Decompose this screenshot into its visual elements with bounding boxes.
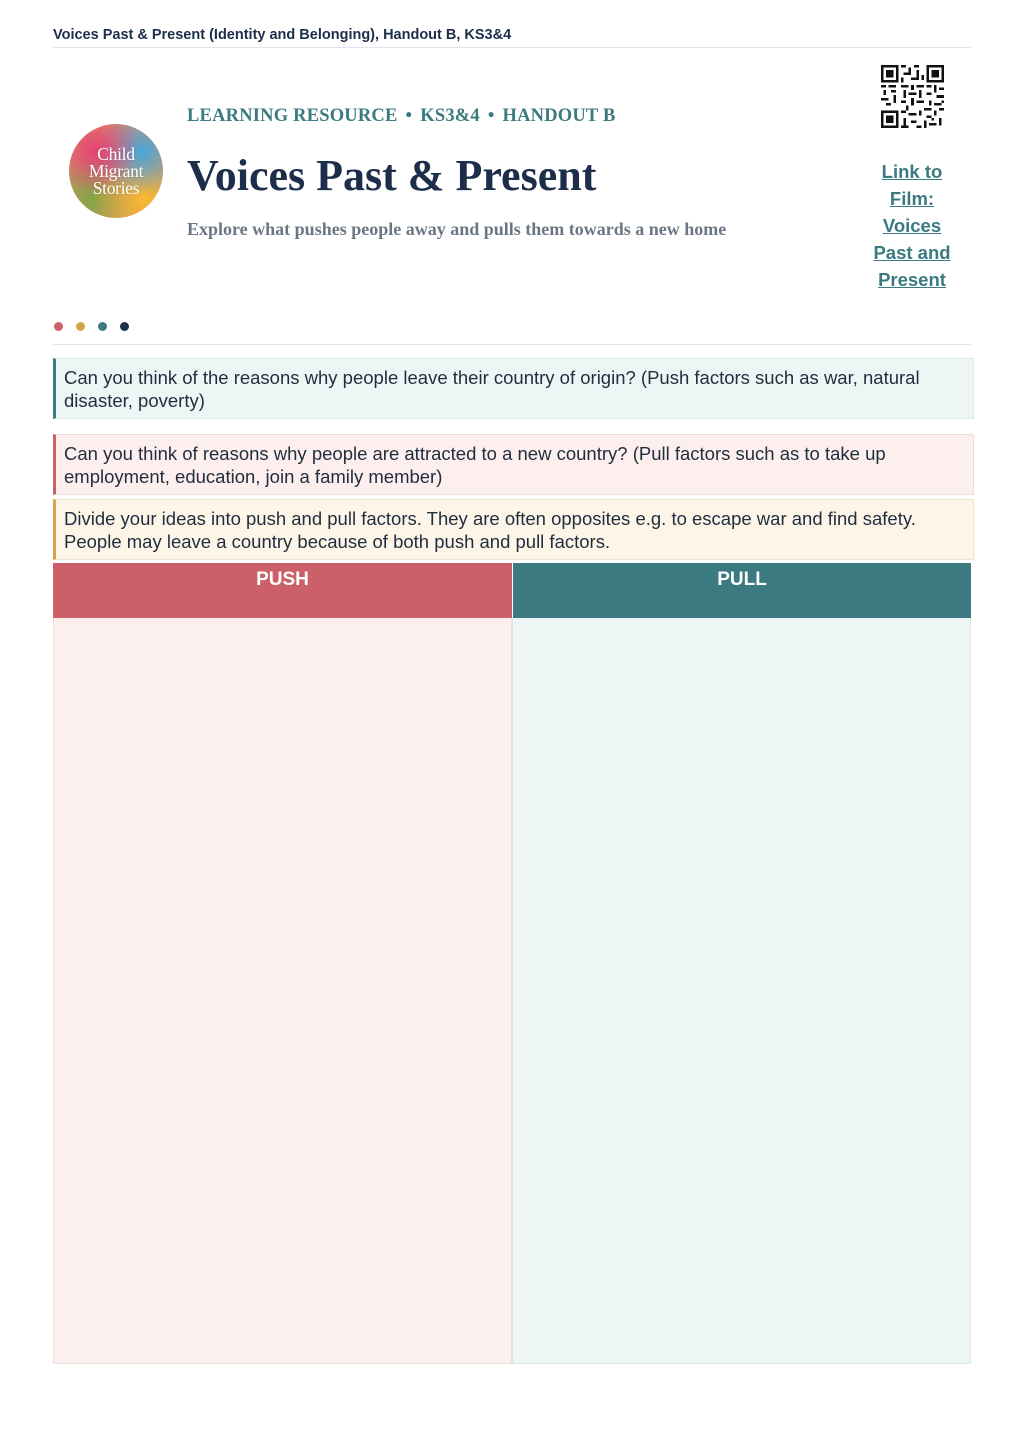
child-migrant-stories-logo [69, 124, 163, 218]
kicker [187, 106, 616, 127]
push-column [53, 563, 512, 1364]
qr-code-icon [881, 65, 944, 128]
film-link-line[interactable]: Link to [881, 161, 943, 182]
accent-dot-teal [98, 322, 107, 331]
accent-dot-rose [54, 322, 63, 331]
kicker-handout: HANDOUT B [502, 106, 616, 126]
kicker-resource: LEARNING RESOURCE [187, 106, 398, 126]
kicker-separator: • [487, 106, 495, 126]
kicker-separator: • [405, 106, 413, 126]
prompt-push-factors: Can you think of the reasons why people leave their country of origin? (Push factors such as war, natural disaster, poverty) [53, 358, 974, 419]
pull-header: PULL [512, 563, 971, 618]
logo-line-2: Migrant [88, 160, 144, 181]
film-link-line[interactable]: Film: [889, 188, 935, 209]
push-header: PUSH [53, 563, 512, 618]
prompt-divide-ideas: Divide your ideas into push and pull factors. They are often opposites e.g. to escape war and find safety. People may leave a country because of both push and pull factors. [53, 499, 974, 560]
push-pull-table [53, 563, 971, 1364]
running-head: Voices Past & Present (Identity and Belonging), Handout B, KS3&4 [53, 27, 971, 48]
kicker-stage: KS3&4 [420, 106, 480, 126]
logo-line-3: Stories [92, 177, 140, 198]
page-subtitle: Explore what pushes people away and pulls them towards a new home [187, 219, 727, 239]
logo-line-1: Child [97, 143, 135, 164]
pull-column [512, 563, 971, 1364]
accent-dot-gold [76, 322, 85, 331]
film-link-line[interactable]: Present [878, 269, 946, 290]
film-link-line[interactable]: Past and [873, 242, 951, 263]
pull-answer-area[interactable] [512, 618, 971, 1364]
accent-dot-navy [120, 322, 129, 331]
film-link[interactable] [862, 158, 962, 293]
header-divider [53, 344, 971, 345]
prompt-pull-factors: Can you think of reasons why people are attracted to a new country? (Pull factors such as to take up employment, education, join a family member) [53, 434, 974, 495]
page-title: Voices Past & Present [187, 151, 597, 200]
accent-dots [54, 322, 129, 331]
push-answer-area[interactable] [53, 618, 512, 1364]
film-link-line[interactable]: Voices [882, 215, 942, 236]
